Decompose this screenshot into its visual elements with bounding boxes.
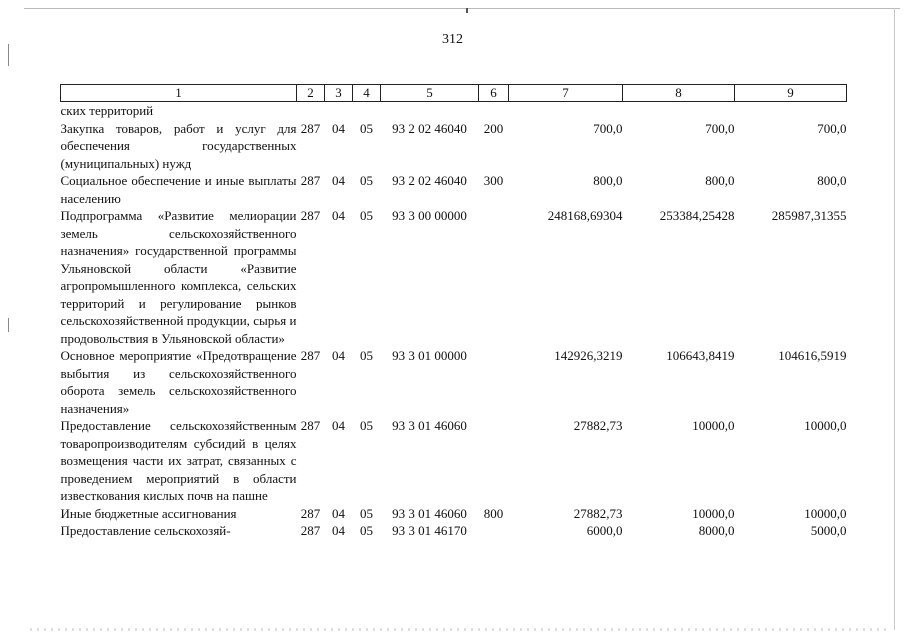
row-name: Основное мероприятие «Предотвращение выбытия из сельскохозяйственного оборота земель сельскохозяйственного назначения» bbox=[60, 348, 297, 416]
cell-section: 04 bbox=[332, 120, 345, 136]
cell-section: 04 bbox=[332, 173, 345, 188]
cell-subsection bbox=[353, 102, 381, 120]
budget-table bbox=[60, 84, 847, 540]
cell-admin-code: 287 bbox=[300, 208, 321, 223]
cell-admin-code: 287 bbox=[300, 523, 321, 538]
cell-subsection: 05 bbox=[360, 120, 373, 136]
cell-expense-type: 300 bbox=[483, 173, 504, 188]
table-row bbox=[61, 522, 847, 540]
cell-expense-type bbox=[479, 347, 509, 417]
cell-subsection: 05 bbox=[360, 208, 373, 223]
column-header: 8 bbox=[623, 85, 735, 102]
cell-target-article: 93 3 01 46060 bbox=[392, 505, 467, 521]
row-name: ских территорий bbox=[60, 103, 154, 118]
cell-section: 04 bbox=[332, 523, 345, 538]
cell-amount-7 bbox=[509, 102, 623, 120]
cell-expense-type bbox=[479, 417, 509, 505]
cell-expense-type bbox=[479, 207, 509, 347]
cell-amount-8: 8000,0 bbox=[698, 523, 735, 538]
column-header: 4 bbox=[353, 85, 381, 102]
cell-subsection: 05 bbox=[360, 348, 373, 363]
row-name: Предоставление сельскохозяйственным товаропроизводителям субсидий в целях возмещения части их затрат, связанных с проведением мероприятий в области известкования кислых почв на пашне bbox=[60, 418, 297, 503]
cell-amount-7: 248168,69304 bbox=[547, 208, 623, 223]
cell-section: 04 bbox=[332, 348, 345, 363]
header-row bbox=[61, 85, 847, 102]
cell-amount-8: 10000,0 bbox=[692, 505, 735, 521]
cell-amount-7: 142926,3219 bbox=[554, 348, 623, 363]
cell-target-article: 93 2 02 46040 bbox=[392, 120, 467, 136]
cell-amount-8: 106643,8419 bbox=[666, 348, 735, 363]
cell-amount-8: 700,0 bbox=[705, 120, 735, 136]
table-row bbox=[61, 207, 847, 347]
cell-amount-9: 104616,5919 bbox=[778, 348, 847, 363]
cell-expense-type: 200 bbox=[483, 120, 504, 136]
cell-section: 04 bbox=[332, 505, 345, 521]
column-header: 7 bbox=[509, 85, 623, 102]
row-name: Иные бюджетные ассигнования bbox=[60, 505, 237, 521]
cell-amount-7: 700,0 bbox=[593, 120, 623, 136]
cell-amount-8: 10000,0 bbox=[692, 418, 735, 433]
cell-target-article: 93 3 01 00000 bbox=[392, 348, 467, 363]
margin-mark bbox=[8, 318, 9, 332]
column-header: 3 bbox=[325, 85, 353, 102]
cell-target-article: 93 3 01 46060 bbox=[392, 418, 467, 433]
cell-expense-type bbox=[479, 102, 509, 120]
cell-section: 04 bbox=[332, 208, 345, 223]
cell-target-article bbox=[381, 102, 479, 120]
cell-target-article: 93 3 00 00000 bbox=[392, 208, 467, 223]
cell-admin-code: 287 bbox=[300, 173, 321, 188]
cell-admin-code: 287 bbox=[300, 418, 321, 433]
cell-section bbox=[325, 102, 353, 120]
table-row bbox=[61, 347, 847, 417]
scan-edge-right bbox=[894, 8, 895, 630]
cell-amount-9: 5000,0 bbox=[810, 523, 847, 538]
table-row bbox=[61, 120, 847, 173]
row-name: Предоставление сельскохозяй- bbox=[60, 523, 231, 538]
cell-amount-8: 253384,25428 bbox=[659, 208, 735, 223]
cell-subsection: 05 bbox=[360, 505, 373, 521]
table-row bbox=[61, 505, 847, 523]
column-header: 2 bbox=[297, 85, 325, 102]
row-name: Закупка товаров, работ и услуг для обеспечения государственных (муниципальных) нужд bbox=[60, 120, 297, 171]
row-name: Социальное обеспечение и иные выплаты населению bbox=[60, 173, 297, 206]
column-header: 9 bbox=[735, 85, 847, 102]
cell-target-article: 93 3 01 46170 bbox=[392, 523, 467, 538]
cell-amount-9: 10000,0 bbox=[804, 505, 847, 521]
scan-edge-top bbox=[24, 8, 900, 9]
table-row bbox=[61, 172, 847, 207]
cell-amount-7: 6000,0 bbox=[586, 523, 623, 538]
cell-admin-code: 287 bbox=[300, 120, 321, 136]
cell-amount-9: 10000,0 bbox=[804, 418, 847, 433]
column-header: 1 bbox=[61, 85, 297, 102]
cell-expense-type: 800 bbox=[483, 505, 504, 521]
cell-amount-7: 27882,73 bbox=[573, 418, 623, 433]
cell-amount-9 bbox=[735, 102, 847, 120]
page-number: 312 bbox=[442, 32, 463, 47]
cell-subsection: 05 bbox=[360, 173, 373, 188]
column-header: 5 bbox=[381, 85, 479, 102]
cell-target-article: 93 2 02 46040 bbox=[392, 173, 467, 188]
scan-bottom-edge bbox=[30, 628, 890, 631]
table-row bbox=[61, 102, 847, 120]
cell-admin-code: 287 bbox=[300, 348, 321, 363]
cell-expense-type bbox=[479, 522, 509, 540]
column-header: 6 bbox=[479, 85, 509, 102]
cell-admin-code bbox=[297, 102, 325, 120]
cell-amount-7: 800,0 bbox=[593, 173, 623, 188]
cell-amount-9: 285987,31355 bbox=[771, 208, 847, 223]
cell-amount-8 bbox=[623, 102, 735, 120]
cell-amount-9: 800,0 bbox=[817, 173, 847, 188]
cell-amount-7: 27882,73 bbox=[573, 505, 623, 521]
cell-subsection: 05 bbox=[360, 418, 373, 433]
cell-admin-code: 287 bbox=[300, 505, 321, 521]
cell-subsection: 05 bbox=[360, 523, 373, 538]
cell-amount-9: 700,0 bbox=[817, 120, 847, 136]
row-name: Подпрограмма «Развитие мелиорации земель сельскохозяйственного назначения» государственной программы Ульяновской области «Развитие агропромышленного комплекса, сельских территорий и регулирование рынков сельскохозяйственной продукции, сырья и продовольствия в Ульяновской области» bbox=[60, 208, 297, 346]
table-row bbox=[61, 417, 847, 505]
margin-mark bbox=[466, 8, 468, 13]
cell-section: 04 bbox=[332, 418, 345, 433]
cell-amount-8: 800,0 bbox=[705, 173, 735, 188]
